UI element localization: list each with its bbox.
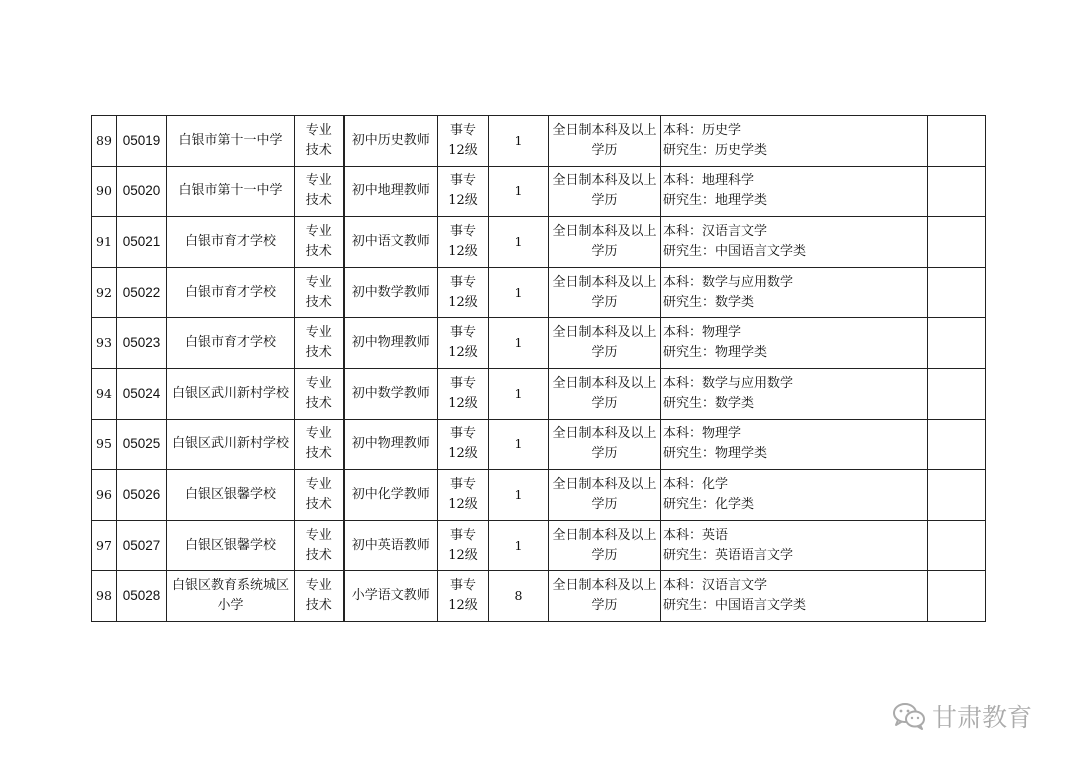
- major-requirement: [661, 166, 928, 217]
- row-number-text: 95: [96, 436, 112, 452]
- hire-count: [489, 267, 549, 318]
- hire-count-text: 1: [514, 335, 523, 351]
- post-name: [344, 267, 438, 318]
- row-number-text: 97: [96, 537, 112, 553]
- table-row: [92, 470, 986, 521]
- post-level-text: 事专: [449, 122, 476, 138]
- post-level-text: 事专: [449, 325, 476, 341]
- major-requirement: [661, 318, 928, 369]
- row-number: [92, 470, 117, 521]
- education-requirement-text: 全日制本科及以上: [552, 274, 657, 290]
- education-requirement-text: 全日制本科及以上: [552, 578, 657, 594]
- watermark-text: 甘肃教育: [932, 703, 1033, 732]
- post-code: [117, 217, 167, 268]
- post-type: [295, 419, 344, 470]
- post-name: [344, 571, 438, 622]
- post-type-text: 专业: [305, 527, 332, 543]
- post-level: [438, 217, 489, 268]
- employer-unit-text: 白银市育才学校: [184, 233, 276, 249]
- major-requirement-text: 本科：物理学: [663, 325, 742, 341]
- row-number-text: 98: [96, 588, 112, 604]
- major-requirement: [661, 267, 928, 318]
- education-requirement-text: 全日制本科及以上: [552, 527, 657, 543]
- education-requirement: [549, 217, 661, 268]
- post-code-text: 05025: [122, 436, 161, 452]
- hire-count-text: 1: [514, 436, 523, 452]
- post-level: [438, 368, 489, 419]
- post-code: [117, 318, 167, 369]
- post-type: [295, 571, 344, 622]
- post-name: [344, 318, 438, 369]
- table-row: [92, 166, 986, 217]
- post-level: [438, 571, 489, 622]
- post-type-text: 技术: [305, 446, 332, 462]
- post-type-text: 技术: [305, 345, 332, 361]
- education-requirement: [549, 116, 661, 167]
- post-type: [295, 368, 344, 419]
- post-type-text: 技术: [305, 294, 332, 310]
- employer-unit: [167, 368, 295, 419]
- major-requirement-text: 研究生：英语语言文学: [663, 547, 794, 563]
- post-code-text: 05023: [122, 335, 161, 351]
- post-level-text: 12级: [448, 345, 478, 361]
- post-type: [295, 116, 344, 167]
- post-level-text: 12级: [448, 446, 478, 462]
- hire-count: [489, 470, 549, 521]
- row-number: [92, 166, 117, 217]
- major-requirement-text: 研究生：物理学类: [663, 345, 768, 361]
- row-number: [92, 571, 117, 622]
- post-type-text: 专业: [305, 578, 332, 594]
- post-type-text: 技术: [305, 193, 332, 209]
- employer-unit-text: 白银市育才学校: [184, 284, 276, 300]
- table-row: [92, 419, 986, 470]
- row-number-text: 90: [96, 183, 112, 199]
- education-requirement-text: 全日制本科及以上: [552, 223, 657, 239]
- row-number: [92, 217, 117, 268]
- row-number-text: 92: [96, 284, 112, 300]
- education-requirement-text: 全日制本科及以上: [552, 476, 657, 492]
- post-code: [117, 116, 167, 167]
- education-requirement-text: 学历: [591, 598, 618, 614]
- post-name-text: 初中语文教师: [351, 233, 430, 249]
- remarks: [928, 267, 986, 318]
- remarks: [928, 368, 986, 419]
- post-type-text: 专业: [305, 274, 332, 290]
- post-type-text: 技术: [305, 547, 332, 563]
- post-name: [344, 470, 438, 521]
- post-type: [295, 470, 344, 521]
- major-requirement-text: 研究生：中国语言文学类: [663, 598, 807, 614]
- post-type-text: 专业: [305, 122, 332, 138]
- table-row: [92, 217, 986, 268]
- row-number: [92, 116, 117, 167]
- education-requirement: [549, 419, 661, 470]
- remarks: [928, 571, 986, 622]
- post-type: [295, 318, 344, 369]
- post-code: [117, 267, 167, 318]
- post-level-text: 12级: [448, 395, 478, 411]
- remarks: [928, 217, 986, 268]
- major-requirement-text: 研究生：化学类: [663, 496, 755, 512]
- major-requirement-text: 本科：英语: [663, 527, 729, 543]
- hire-count-text: 8: [514, 588, 523, 604]
- education-requirement: [549, 520, 661, 571]
- post-level-text: 事专: [449, 578, 476, 594]
- post-name-text: 小学语文教师: [351, 588, 430, 604]
- post-level: [438, 419, 489, 470]
- major-requirement-text: 研究生：数学类: [663, 294, 755, 310]
- table-row: [92, 318, 986, 369]
- table-row: [92, 116, 986, 167]
- remarks: [928, 166, 986, 217]
- post-name: [344, 368, 438, 419]
- education-requirement-text: 学历: [591, 294, 618, 310]
- post-code: [117, 470, 167, 521]
- hire-count: [489, 419, 549, 470]
- education-requirement: [549, 166, 661, 217]
- hire-count: [489, 368, 549, 419]
- post-level-text: 事专: [449, 527, 476, 543]
- employer-unit: [167, 571, 295, 622]
- hire-count: [489, 520, 549, 571]
- employer-unit-text: 白银区武川新村学校: [171, 436, 289, 452]
- post-code-text: 05022: [122, 284, 161, 300]
- major-requirement-text: 本科：历史学: [663, 122, 742, 138]
- post-code-text: 05026: [122, 486, 161, 502]
- major-requirement-text: 本科：数学与应用数学: [663, 375, 794, 391]
- post-code: [117, 368, 167, 419]
- post-level: [438, 520, 489, 571]
- post-level-text: 事专: [449, 375, 476, 391]
- post-type-text: 专业: [305, 375, 332, 391]
- major-requirement-text: 本科：化学: [663, 476, 729, 492]
- post-name-text: 初中物理教师: [351, 436, 430, 452]
- major-requirement: [661, 217, 928, 268]
- post-name-text: 初中数学教师: [351, 284, 430, 300]
- employer-unit: [167, 116, 295, 167]
- education-requirement-text: 学历: [591, 395, 618, 411]
- post-type-text: 专业: [305, 173, 332, 189]
- post-type-text: 技术: [305, 395, 332, 411]
- wechat-icon: [892, 702, 926, 730]
- post-code-text: 05027: [122, 537, 161, 553]
- hire-count: [489, 318, 549, 369]
- row-number-text: 93: [96, 335, 112, 351]
- major-requirement-text: 本科：数学与应用数学: [663, 274, 794, 290]
- post-level-text: 12级: [448, 496, 478, 512]
- post-level-text: 事专: [449, 426, 476, 442]
- remarks: [928, 116, 986, 167]
- major-requirement: [661, 571, 928, 622]
- post-name: [344, 166, 438, 217]
- post-level-text: 事专: [449, 173, 476, 189]
- education-requirement-text: 学历: [591, 547, 618, 563]
- hire-count: [489, 166, 549, 217]
- employer-unit: [167, 217, 295, 268]
- post-name: [344, 116, 438, 167]
- post-level: [438, 116, 489, 167]
- education-requirement-text: 全日制本科及以上: [552, 426, 657, 442]
- post-name: [344, 217, 438, 268]
- table-row: [92, 571, 986, 622]
- employer-unit-text: 白银区教育系统城区小学: [171, 578, 289, 614]
- row-number-text: 91: [96, 233, 112, 249]
- row-number: [92, 520, 117, 571]
- remarks: [928, 318, 986, 369]
- education-requirement-text: 学历: [591, 193, 618, 209]
- education-requirement: [549, 571, 661, 622]
- hire-count-text: 1: [514, 284, 523, 300]
- major-requirement-text: 研究生：中国语言文学类: [663, 243, 807, 259]
- major-requirement: [661, 520, 928, 571]
- row-number-text: 94: [96, 385, 112, 401]
- hire-count: [489, 116, 549, 167]
- employer-unit: [167, 520, 295, 571]
- education-requirement-text: 学历: [591, 243, 618, 259]
- major-requirement-text: 研究生：地理学类: [663, 193, 768, 209]
- major-requirement-text: 本科：物理学: [663, 426, 742, 442]
- post-name-text: 初中地理教师: [351, 183, 430, 199]
- post-type-text: 技术: [305, 243, 332, 259]
- post-level-text: 事专: [449, 223, 476, 239]
- education-requirement: [549, 318, 661, 369]
- row-number-text: 96: [96, 486, 112, 502]
- hire-count: [489, 217, 549, 268]
- post-code-text: 05020: [122, 183, 161, 199]
- post-code-text: 05019: [122, 132, 161, 148]
- post-type-text: 技术: [305, 496, 332, 512]
- post-level-text: 事专: [449, 274, 476, 290]
- post-name-text: 初中物理教师: [351, 335, 430, 351]
- major-requirement: [661, 368, 928, 419]
- post-type: [295, 217, 344, 268]
- employer-unit-text: 白银区武川新村学校: [171, 385, 289, 401]
- table-row: [92, 368, 986, 419]
- post-code-text: 05021: [122, 233, 161, 249]
- hire-count-text: 1: [514, 132, 523, 148]
- watermark: [892, 698, 1032, 734]
- education-requirement-text: 全日制本科及以上: [552, 122, 657, 138]
- table-row: [92, 520, 986, 571]
- hire-count-text: 1: [514, 233, 523, 249]
- post-type-text: 专业: [305, 476, 332, 492]
- post-name-text: 初中英语教师: [351, 537, 430, 553]
- post-level-text: 12级: [448, 598, 478, 614]
- post-level-text: 12级: [448, 243, 478, 259]
- post-level-text: 事专: [449, 476, 476, 492]
- education-requirement: [549, 470, 661, 521]
- education-requirement-text: 全日制本科及以上: [552, 375, 657, 391]
- major-requirement-text: 研究生：物理学类: [663, 446, 768, 462]
- remarks: [928, 470, 986, 521]
- remarks: [928, 520, 986, 571]
- row-number: [92, 318, 117, 369]
- post-level: [438, 166, 489, 217]
- hire-count-text: 1: [514, 486, 523, 502]
- row-number-text: 89: [96, 132, 112, 148]
- hire-count-text: 1: [514, 537, 523, 553]
- education-requirement: [549, 368, 661, 419]
- hire-count: [489, 571, 549, 622]
- post-name-text: 初中数学教师: [351, 385, 430, 401]
- hire-count-text: 1: [514, 183, 523, 199]
- post-code-text: 05028: [122, 588, 161, 604]
- education-requirement-text: 全日制本科及以上: [552, 173, 657, 189]
- post-level-text: 12级: [448, 193, 478, 209]
- post-level-text: 12级: [448, 142, 478, 158]
- post-name-text: 初中化学教师: [351, 486, 430, 502]
- hire-count-text: 1: [514, 385, 523, 401]
- post-level: [438, 318, 489, 369]
- major-requirement-text: 研究生：历史学类: [663, 142, 768, 158]
- post-type: [295, 267, 344, 318]
- education-requirement-text: 学历: [591, 345, 618, 361]
- post-name: [344, 520, 438, 571]
- major-requirement: [661, 116, 928, 167]
- post-type: [295, 520, 344, 571]
- table-row: [92, 267, 986, 318]
- post-code: [117, 166, 167, 217]
- employer-unit-text: 白银区银馨学校: [184, 537, 276, 553]
- major-requirement-text: 本科：地理科学: [663, 173, 755, 189]
- employer-unit: [167, 470, 295, 521]
- post-level: [438, 267, 489, 318]
- post-level-text: 12级: [448, 547, 478, 563]
- post-code: [117, 419, 167, 470]
- employer-unit: [167, 166, 295, 217]
- employer-unit-text: 白银市育才学校: [184, 335, 276, 351]
- post-type-text: 专业: [305, 223, 332, 239]
- post-name-text: 初中历史教师: [351, 132, 430, 148]
- post-name: [344, 419, 438, 470]
- employer-unit-text: 白银市第十一中学: [178, 132, 283, 148]
- post-type: [295, 166, 344, 217]
- remarks: [928, 419, 986, 470]
- major-requirement-text: 研究生：数学类: [663, 395, 755, 411]
- employer-unit-text: 白银市第十一中学: [178, 183, 283, 199]
- post-type-text: 专业: [305, 426, 332, 442]
- employer-unit: [167, 318, 295, 369]
- education-requirement-text: 学历: [591, 446, 618, 462]
- education-requirement-text: 学历: [591, 142, 618, 158]
- row-number: [92, 368, 117, 419]
- major-requirement: [661, 470, 928, 521]
- row-number: [92, 267, 117, 318]
- major-requirement-text: 本科：汉语言文学: [663, 223, 768, 239]
- post-level: [438, 470, 489, 521]
- employer-unit: [167, 419, 295, 470]
- education-requirement-text: 全日制本科及以上: [552, 325, 657, 341]
- post-type-text: 技术: [305, 598, 332, 614]
- education-requirement: [549, 267, 661, 318]
- education-requirement-text: 学历: [591, 496, 618, 512]
- major-requirement-text: 本科：汉语言文学: [663, 578, 768, 594]
- row-number: [92, 419, 117, 470]
- post-level-text: 12级: [448, 294, 478, 310]
- post-type-text: 专业: [305, 325, 332, 341]
- post-code: [117, 571, 167, 622]
- post-code-text: 05024: [122, 385, 161, 401]
- major-requirement: [661, 419, 928, 470]
- post-code: [117, 520, 167, 571]
- employer-unit: [167, 267, 295, 318]
- recruitment-table: [91, 115, 986, 622]
- post-type-text: 技术: [305, 142, 332, 158]
- employer-unit-text: 白银区银馨学校: [184, 486, 276, 502]
